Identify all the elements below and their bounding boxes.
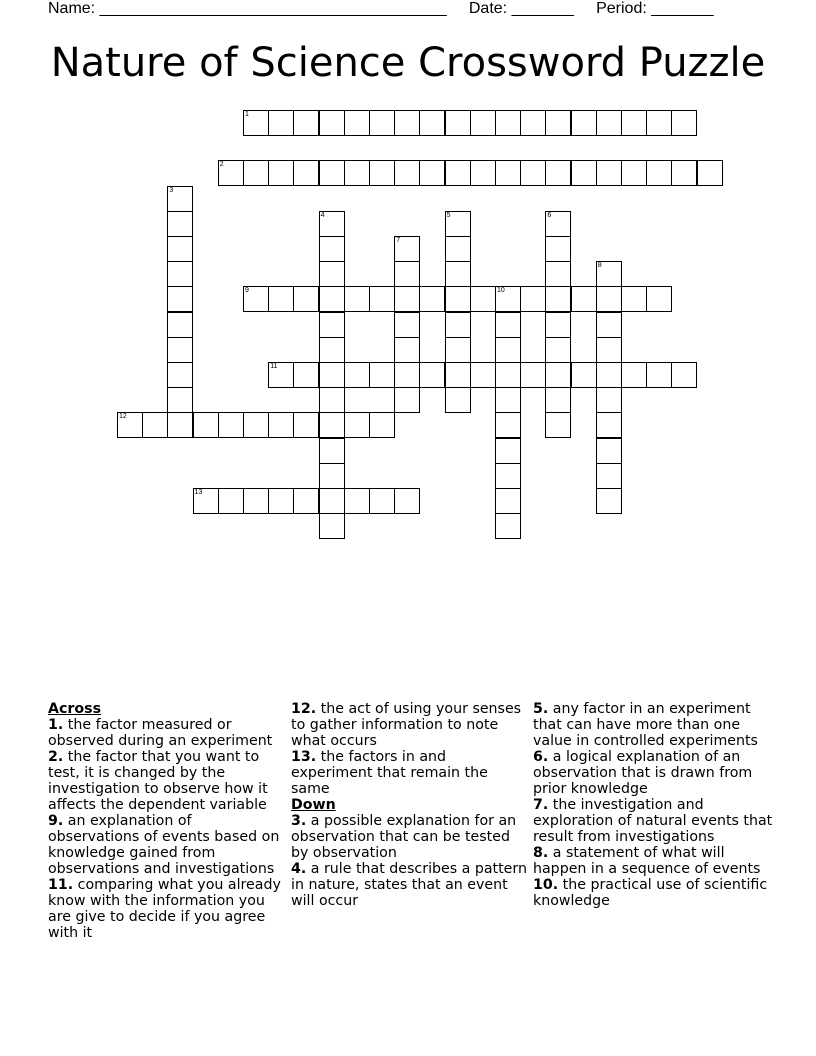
- crossword-cell[interactable]: [495, 513, 521, 539]
- crossword-cell[interactable]: [596, 362, 622, 388]
- crossword-cell[interactable]: [167, 337, 193, 363]
- crossword-cell[interactable]: [596, 312, 622, 338]
- name-label: Name:: [48, 0, 96, 17]
- clue-number: 4: [320, 211, 325, 219]
- crossword-cell[interactable]: [596, 110, 622, 136]
- date-blank[interactable]: _______: [511, 0, 574, 17]
- crossword-cell[interactable]: [344, 488, 370, 514]
- crossword-cell[interactable]: [621, 160, 647, 186]
- crossword-cell[interactable]: [167, 261, 193, 287]
- crossword-cell[interactable]: [319, 286, 345, 312]
- clue-number: 10: [497, 287, 505, 295]
- crossword-cell[interactable]: [243, 110, 269, 136]
- clue-down-3: 3. a possible explanation for an observation that can be tested by observation: [291, 813, 517, 861]
- crossword-cell[interactable]: [394, 236, 420, 262]
- crossword-cell[interactable]: [344, 110, 370, 136]
- down-heading: Down: [291, 797, 336, 813]
- crossword-cell[interactable]: [369, 160, 395, 186]
- crossword-cell[interactable]: [495, 387, 521, 413]
- crossword-cell[interactable]: [520, 160, 546, 186]
- crossword-cell[interactable]: [319, 261, 345, 287]
- crossword-cell[interactable]: [293, 160, 319, 186]
- crossword-cell[interactable]: [419, 286, 445, 312]
- crossword-cell[interactable]: [319, 463, 345, 489]
- name-blank[interactable]: _______________________________________: [99, 0, 447, 17]
- crossword-cell[interactable]: [369, 412, 395, 438]
- crossword-cell[interactable]: [621, 362, 647, 388]
- crossword-cell[interactable]: [117, 412, 143, 438]
- crossword-cell[interactable]: [445, 286, 471, 312]
- crossword-cell[interactable]: [293, 362, 319, 388]
- crossword-cell[interactable]: [495, 488, 521, 514]
- crossword-cell[interactable]: [167, 387, 193, 413]
- crossword-cell[interactable]: [445, 236, 471, 262]
- crossword-cell[interactable]: [445, 110, 471, 136]
- crossword-cell[interactable]: [495, 412, 521, 438]
- crossword-cell[interactable]: [545, 312, 571, 338]
- crossword-cell[interactable]: [167, 236, 193, 262]
- crossword-cell[interactable]: [545, 261, 571, 287]
- crossword-cell[interactable]: [495, 362, 521, 388]
- clue-across-9: 9. an explanation of observations of events based on knowledge gained from observations and investigations: [48, 813, 280, 877]
- crossword-cell[interactable]: [596, 387, 622, 413]
- crossword-cell[interactable]: [596, 488, 622, 514]
- clue-down-6: 6. a logical explanation of an observation that is drawn from prior knowledge: [533, 749, 753, 797]
- crossword-cell[interactable]: [293, 110, 319, 136]
- crossword-cell[interactable]: [369, 488, 395, 514]
- crossword-cell[interactable]: [344, 362, 370, 388]
- crossword-cell[interactable]: [646, 362, 672, 388]
- period-blank[interactable]: _______: [651, 0, 714, 17]
- clues-column-2: [291, 701, 527, 909]
- crossword-cell[interactable]: [495, 110, 521, 136]
- clue-down-8: 8. a statement of what will happen in a sequence of events: [533, 845, 761, 877]
- crossword-cell[interactable]: [394, 387, 420, 413]
- crossword-cell[interactable]: [319, 387, 345, 413]
- clue-number: 3: [169, 186, 174, 194]
- crossword-cell[interactable]: [470, 362, 496, 388]
- crossword-cell[interactable]: [445, 387, 471, 413]
- crossword-cell[interactable]: [646, 160, 672, 186]
- clue-number: 11: [270, 363, 278, 370]
- crossword-cell[interactable]: [167, 186, 193, 212]
- clue-down-10: 10. the practical use of scientific knowledge: [533, 877, 768, 909]
- clues-column-3: [533, 701, 773, 909]
- crossword-cell[interactable]: [394, 261, 420, 287]
- crossword-cell[interactable]: [445, 312, 471, 338]
- crossword-cell[interactable]: [596, 438, 622, 464]
- crossword-cell[interactable]: [445, 261, 471, 287]
- crossword-cell[interactable]: [419, 362, 445, 388]
- crossword-cell[interactable]: [671, 110, 697, 136]
- crossword-cell[interactable]: [319, 236, 345, 262]
- crossword-cell[interactable]: [596, 337, 622, 363]
- clue-down-4: 4. a rule that describes a pattern in nature, states that an event will occur: [291, 861, 527, 909]
- crossword-cell[interactable]: [545, 412, 571, 438]
- crossword-cell[interactable]: [445, 337, 471, 363]
- crossword-cell[interactable]: [671, 160, 697, 186]
- crossword-cell[interactable]: [293, 286, 319, 312]
- crossword-cell[interactable]: [394, 312, 420, 338]
- clue-number: 2: [219, 161, 224, 169]
- crossword-cell[interactable]: [495, 337, 521, 363]
- crossword-cell[interactable]: [545, 387, 571, 413]
- clue-down-5: 5. any factor in an experiment that can have more than one value in controlled experiments: [533, 701, 758, 749]
- clue-number: 9: [245, 287, 249, 295]
- crossword-cell[interactable]: [319, 211, 345, 237]
- crossword-cell[interactable]: [520, 362, 546, 388]
- crossword-cell[interactable]: [495, 286, 521, 312]
- crossword-cell[interactable]: [495, 312, 521, 338]
- crossword-cell[interactable]: [268, 362, 294, 388]
- crossword-cell[interactable]: [293, 412, 319, 438]
- crossword-cell[interactable]: [268, 160, 294, 186]
- crossword-cell[interactable]: [319, 488, 345, 514]
- crossword-cell[interactable]: [293, 488, 319, 514]
- clue-across-13: 13. the factors in and experiment that remain the same: [291, 749, 488, 797]
- crossword-cell[interactable]: [596, 160, 622, 186]
- crossword-cell[interactable]: [419, 160, 445, 186]
- clue-number: 13: [194, 489, 203, 496]
- crossword-cell[interactable]: [571, 160, 597, 186]
- crossword-cell[interactable]: [445, 211, 471, 237]
- crossword-cell[interactable]: [319, 110, 345, 136]
- crossword-cell[interactable]: [268, 286, 294, 312]
- crossword-cell[interactable]: [621, 286, 647, 312]
- crossword-cell[interactable]: [394, 488, 420, 514]
- crossword-cell[interactable]: [193, 488, 219, 514]
- crossword-cell[interactable]: [218, 488, 244, 514]
- crossword-cell[interactable]: [167, 211, 193, 237]
- crossword-cell[interactable]: [571, 110, 597, 136]
- crossword-cell[interactable]: [545, 236, 571, 262]
- across-heading: Across: [48, 701, 102, 717]
- crossword-cell[interactable]: [596, 286, 622, 312]
- crossword-cell[interactable]: [243, 412, 269, 438]
- crossword-cell[interactable]: [319, 513, 345, 539]
- crossword-cell[interactable]: [218, 412, 244, 438]
- crossword-cell[interactable]: [596, 412, 622, 438]
- clue-number: 7: [396, 237, 401, 244]
- crossword-cell[interactable]: [344, 286, 370, 312]
- crossword-cell[interactable]: [545, 337, 571, 363]
- crossword-cell[interactable]: [445, 160, 471, 186]
- crossword-cell[interactable]: [419, 110, 445, 136]
- crossword-cell[interactable]: [268, 412, 294, 438]
- clue-number: 1: [245, 111, 249, 118]
- crossword-cell[interactable]: [319, 362, 345, 388]
- crossword-cell[interactable]: [167, 362, 193, 388]
- crossword-cell[interactable]: [671, 362, 697, 388]
- crossword-cell[interactable]: [268, 488, 294, 514]
- crossword-cell[interactable]: [697, 160, 723, 186]
- crossword-cell[interactable]: [319, 312, 345, 338]
- crossword-cell[interactable]: [394, 337, 420, 363]
- crossword-cell[interactable]: [243, 160, 269, 186]
- crossword-cell[interactable]: [545, 110, 571, 136]
- crossword-cell[interactable]: [268, 110, 294, 136]
- clue-number: 8: [597, 262, 602, 270]
- crossword-cell[interactable]: [369, 110, 395, 136]
- clue-number: 6: [547, 211, 552, 219]
- crossword-cell[interactable]: [495, 438, 521, 464]
- crossword-cell[interactable]: [319, 412, 345, 438]
- crossword-cell[interactable]: [495, 463, 521, 489]
- crossword-cell[interactable]: [621, 110, 647, 136]
- clues-column-1: [48, 701, 284, 941]
- crossword-cell[interactable]: [545, 362, 571, 388]
- crossword-cell[interactable]: [218, 160, 244, 186]
- clue-across-1: 1. the factor measured or observed during an experiment: [48, 717, 273, 749]
- clue-number: 5: [446, 211, 451, 219]
- crossword-cell[interactable]: [394, 110, 420, 136]
- crossword-cell[interactable]: [596, 261, 622, 287]
- crossword-cell[interactable]: [520, 286, 546, 312]
- crossword-cell[interactable]: [319, 438, 345, 464]
- crossword-cell[interactable]: [394, 286, 420, 312]
- crossword-cell[interactable]: [470, 110, 496, 136]
- crossword-cell[interactable]: [319, 337, 345, 363]
- crossword-cell[interactable]: [344, 160, 370, 186]
- crossword-cell[interactable]: [167, 412, 193, 438]
- clue-down-7: 7. the investigation and exploration of natural events that result from investigations: [533, 797, 773, 845]
- crossword-cell[interactable]: [344, 412, 370, 438]
- crossword-cell[interactable]: [470, 286, 496, 312]
- crossword-cell[interactable]: [646, 286, 672, 312]
- crossword-cell[interactable]: [545, 286, 571, 312]
- crossword-cell[interactable]: [470, 160, 496, 186]
- page-title: Nature of Science Crossword Puzzle: [50, 40, 766, 86]
- date-label: Date:: [468, 0, 508, 17]
- crossword-cell[interactable]: [495, 160, 521, 186]
- crossword-cell[interactable]: [319, 160, 345, 186]
- crossword-cell[interactable]: [243, 488, 269, 514]
- crossword-cell[interactable]: [571, 362, 597, 388]
- crossword-cell[interactable]: [520, 110, 546, 136]
- clue-across-12: 12. the act of using your senses to gather information to note what occurs: [291, 701, 522, 749]
- period-label: Period:: [596, 0, 647, 17]
- crossword-cell[interactable]: [369, 362, 395, 388]
- crossword-cell[interactable]: [394, 160, 420, 186]
- clue-across-2: 2. the factor that you want to test, it is changed by the investigation to observe how it affects the dependent variable: [48, 749, 268, 813]
- crossword-cell[interactable]: [369, 286, 395, 312]
- crossword-cell[interactable]: [394, 362, 420, 388]
- crossword-cell[interactable]: [545, 160, 571, 186]
- crossword-cell[interactable]: [596, 463, 622, 489]
- crossword-cell[interactable]: [167, 312, 193, 338]
- crossword-cell[interactable]: [445, 362, 471, 388]
- crossword-cell[interactable]: [545, 211, 571, 237]
- crossword-cell[interactable]: [571, 286, 597, 312]
- crossword-cell[interactable]: [646, 110, 672, 136]
- crossword-cell[interactable]: [167, 286, 193, 312]
- crossword-cell[interactable]: [193, 412, 219, 438]
- crossword-cell[interactable]: [142, 412, 168, 438]
- clue-number: 12: [119, 413, 127, 421]
- crossword-cell[interactable]: [243, 286, 269, 312]
- clue-across-11: 11. comparing what you already know with the information you are give to decide if you agree with it: [48, 877, 281, 941]
